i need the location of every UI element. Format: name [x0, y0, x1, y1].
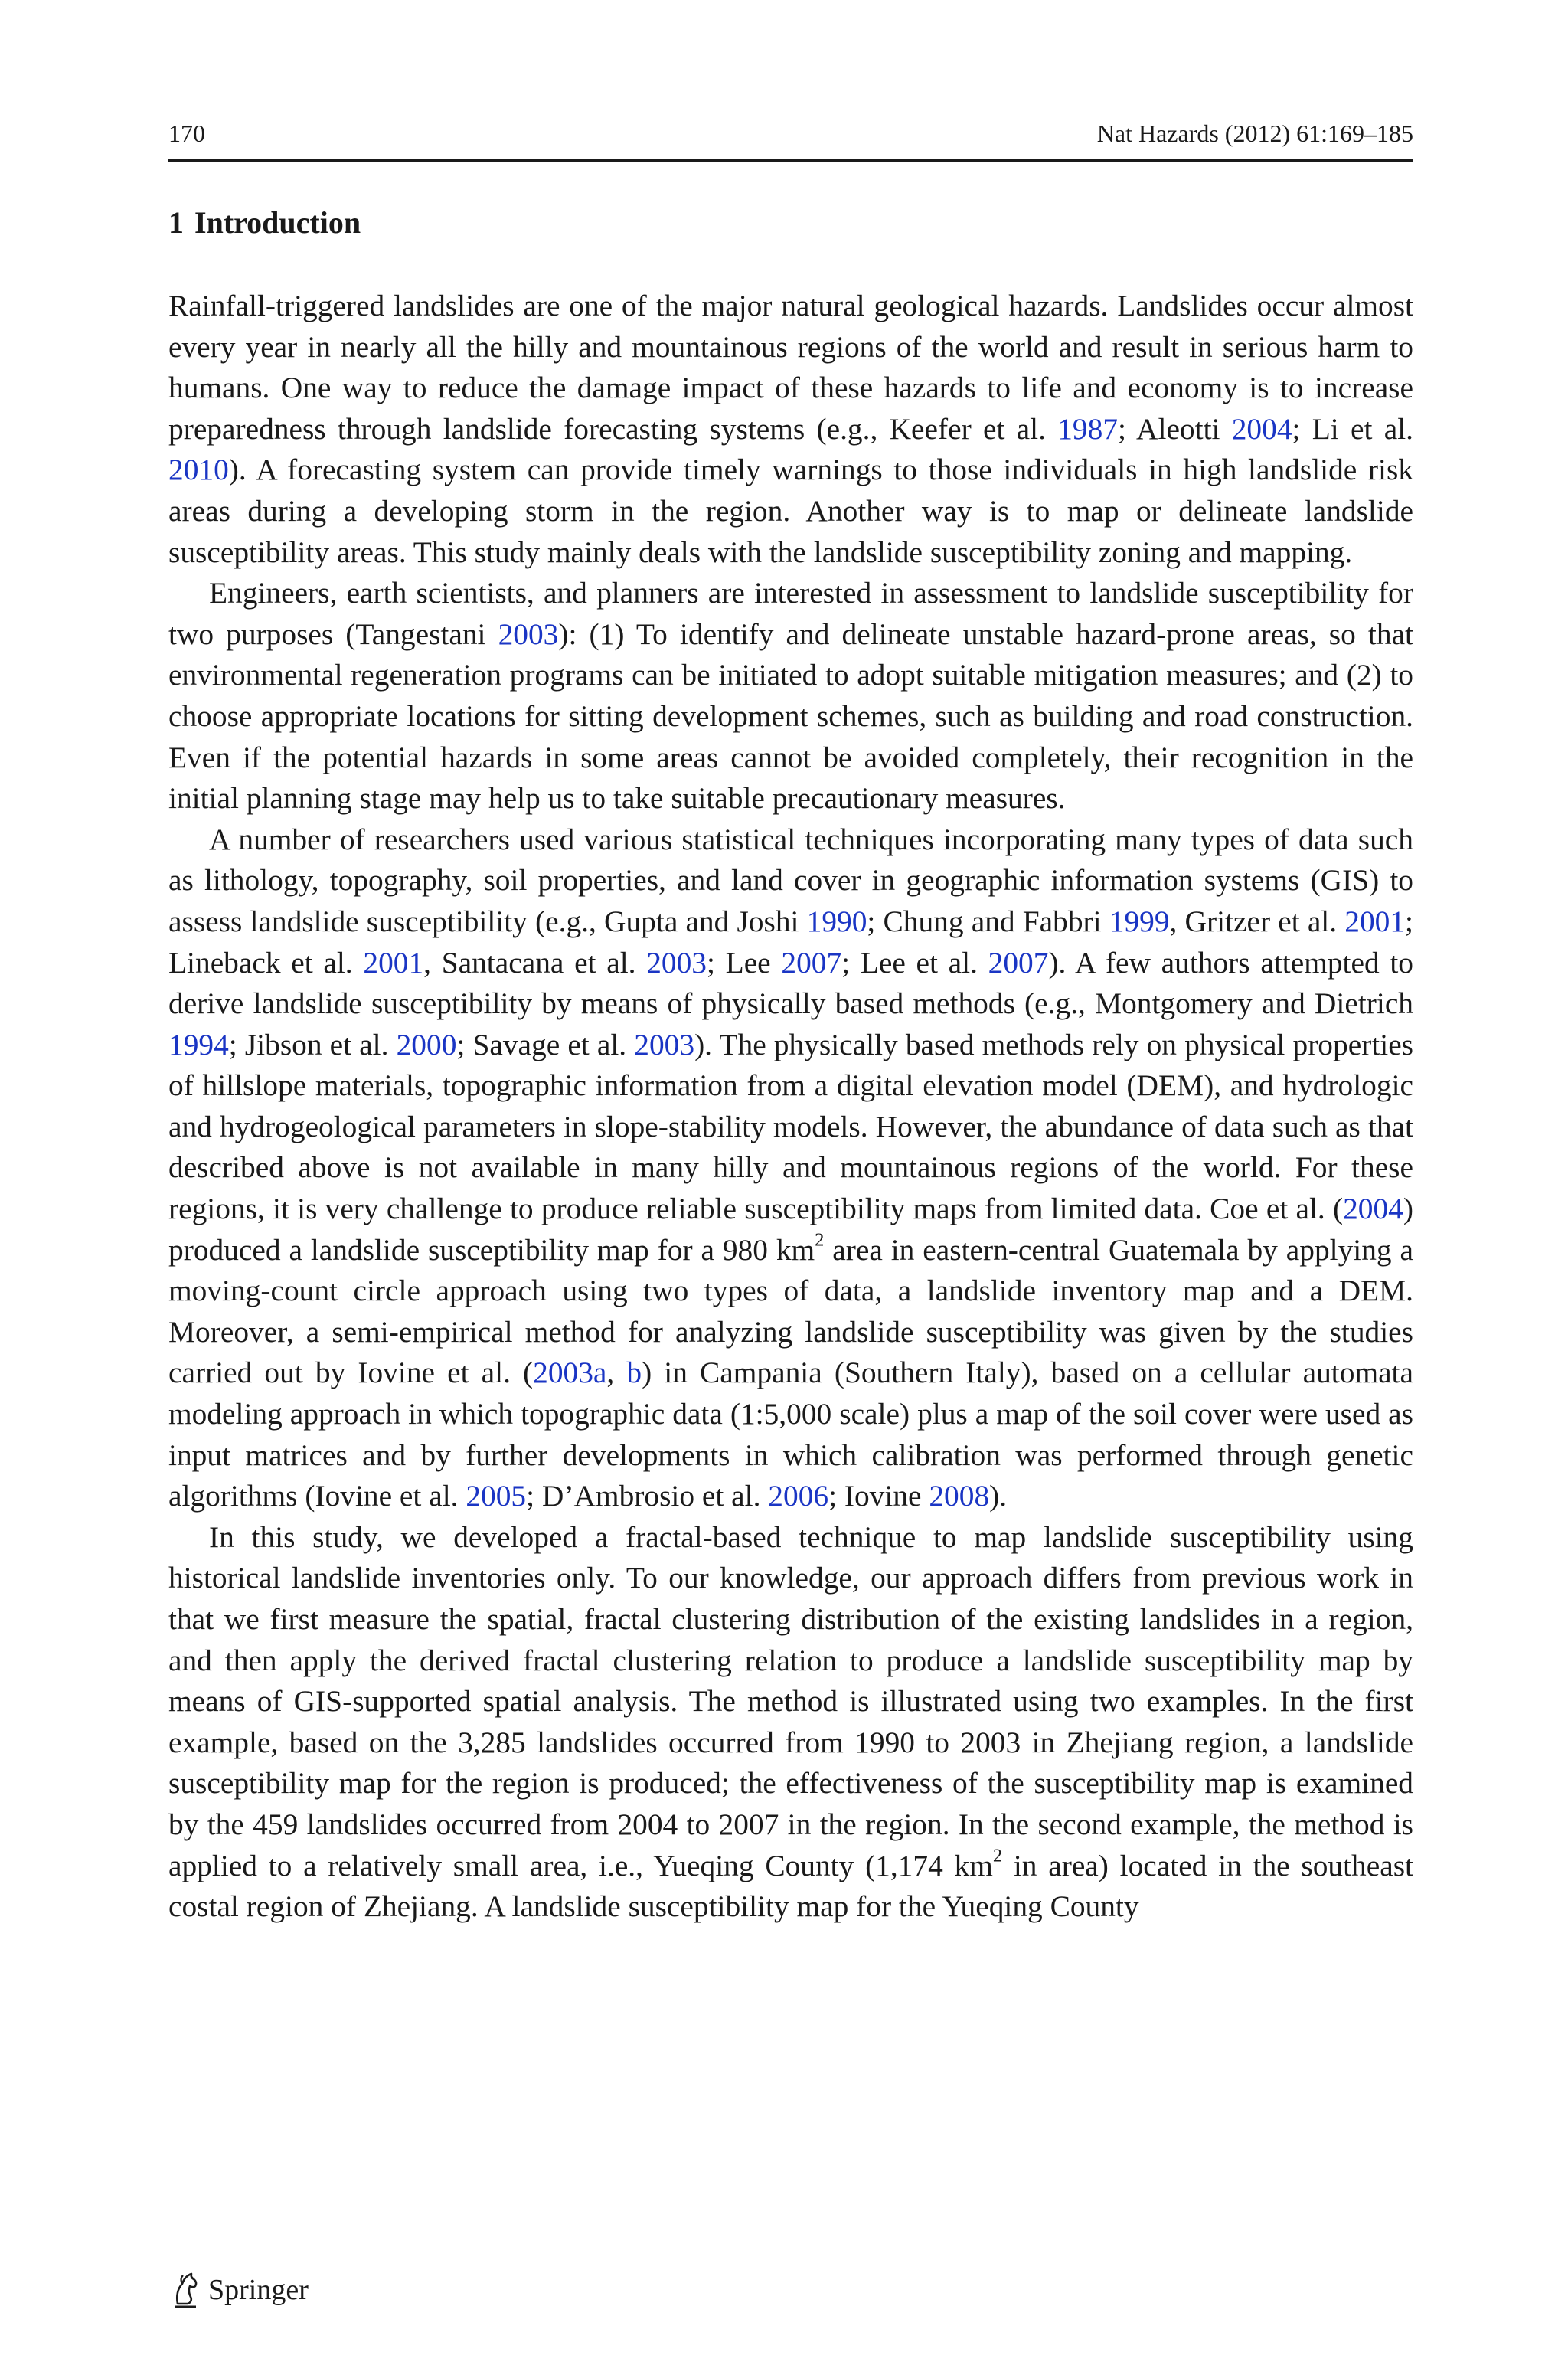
paragraph [168, 819, 1413, 1517]
text-run: ): (1) To identify and delineate unstable hazard-prone areas, so that environmental regeneration programs can be initiated to adopt suitable mitigation measures; and (2) to choose appropriate locations for sitting development schemes, such as building and road construction. Even if the potential hazards in some areas cannot be avoided completely, their recognition in the initial planning stage may help us to take suitable precautionary measures. [168, 617, 1413, 816]
text-run: Rainfall-triggered landslides are one of the major natural geological hazards. Landslides occur almost every year in nearly all the hilly and mountainous regions of the world and result in serious harm to humans. One way to reduce the damage impact of these hazards to life and economy is to increase preparedness through landslide forecasting systems (e.g., Keefer et al. [168, 289, 1413, 446]
citation-link[interactable]: 1999 [1109, 904, 1170, 938]
section-heading [168, 201, 361, 244]
citation-link[interactable]: 1994 [168, 1027, 229, 1061]
citation-link[interactable]: 2008 [929, 1479, 990, 1513]
text-run: ) in Campania (Southern Italy), based on a cellular automata modeling approach in which topographic data (1:5,000 scale) plus a map of the soil cover were used as input matrices and by further developments in which calibration was performed through genetic algorithms (Iovine et al. [168, 1356, 1413, 1513]
citation-link[interactable]: 2004 [1343, 1192, 1403, 1226]
citation-link[interactable]: 2003 [634, 1027, 695, 1061]
citation-link[interactable]: 2001 [363, 945, 424, 980]
text-run: ) produced a landslide susceptibility map for a 980 km [168, 1192, 1413, 1267]
text-run: area in eastern-central Guatemala by applying a moving-count circle approach using two types of data, a landslide inventory map and a DEM. Moreover, a semi-empirical method for analyzing landslide susceptibility was given by the studies carried out by Iovine et al. ( [168, 1232, 1413, 1390]
citation-link[interactable]: 2000 [396, 1027, 457, 1061]
text-run: ; Jibson et al. [228, 1027, 397, 1061]
text-run: ; Iovine [828, 1479, 929, 1513]
text-run: ). The physically based methods rely on physical properties of hillslope materials, topographic information from a digital elevation model (DEM), and hydrologic and hydrogeological parameters in slope-stability models. However, the abundance of data such as that described above is not available in many hilly and mountainous regions of the world. For these regions, it is very challenge to produce reliable susceptibility maps from limited data. Coe et al. ( [168, 1027, 1414, 1226]
running-header [168, 115, 1413, 152]
citation-link[interactable]: 2007 [781, 945, 842, 980]
page-number: 170 [168, 119, 205, 147]
text-run: ; Chung and Fabbri [867, 904, 1109, 938]
citation-link[interactable]: 2007 [988, 945, 1049, 980]
citation-link[interactable]: 2003 [498, 617, 559, 651]
section-number: 1 [168, 205, 184, 240]
paragraph [168, 286, 1413, 573]
text-run: ; Savage et al. [456, 1027, 635, 1061]
text-run: ; Lee et al. [841, 945, 988, 980]
section-title: Introduction [194, 205, 361, 240]
citation-link[interactable]: b [626, 1356, 642, 1390]
citation-link[interactable]: 1990 [806, 904, 867, 938]
text-run: ; D’Ambrosio et al. [526, 1479, 769, 1513]
text-run: ). A forecasting system can provide timely warnings to those individuals in high landslide risk areas during a developing storm in the region. Another way is to map or delineate landslide susceptibility areas. This study mainly deals with the landslide susceptibility zoning and mapping. [168, 453, 1413, 569]
text-run: Engineers, earth scientists, and planners are interested in assessment to landslide susceptibility for two purposes (Tangestani [168, 576, 1413, 651]
publisher-footer [168, 2267, 309, 2313]
text-run: ). A few authors attempted to derive landslide susceptibility by means of physically based methods (e.g., Montgomery and Dietrich [168, 945, 1413, 1021]
springer-horse-icon [168, 2270, 202, 2310]
text-run: ). [989, 1479, 1008, 1513]
citation-link[interactable]: 2001 [1344, 904, 1406, 938]
paragraph [168, 1517, 1413, 1928]
text-run: ; Lineback et al. [168, 904, 1413, 980]
citation-link[interactable]: 2003 [646, 945, 707, 980]
text-run: ; Lee [706, 945, 782, 980]
citation-link[interactable]: 2004 [1231, 411, 1292, 446]
body-text [168, 286, 1413, 1928]
text-run: , Santacana et al. [423, 945, 647, 980]
text-run: , [606, 1356, 627, 1390]
journal-citation: Nat Hazards (2012) 61:169–185 [1096, 119, 1413, 147]
text-run: ; Aleotti [1118, 411, 1232, 446]
paragraph [168, 573, 1413, 819]
citation-link[interactable]: 2006 [768, 1479, 829, 1513]
superscript: 2 [992, 1845, 1003, 1866]
citation-link[interactable]: 2005 [466, 1479, 527, 1513]
text-run: in area) located in the southeast costal region of Zhejiang. A landslide susceptibility map for the Yueqing County [168, 1848, 1413, 1924]
header-rule [168, 159, 1413, 162]
citation-link[interactable]: 1987 [1057, 411, 1119, 446]
text-run: In this study, we developed a fractal-based technique to map landslide susceptibility using historical landslide inventories only. To our knowledge, our approach differs from previous work in that we first measure the spatial, fractal clustering distribution of the existing landslides in a region, and then apply the derived fractal clustering relation to produce a landslide susceptibility map by means of GIS-supported spatial analysis. The method is illustrated using two examples. In the first example, based on the 3,285 landslides occurred from 1990 to 2003 in Zhejiang region, a landslide susceptibility map for the region is produced; the effectiveness of the susceptibility map is examined by the 459 landslides occurred from 2004 to 2007 in the region. In the second example, the method is applied to a relatively small area, i.e., Yueqing County (1,174 km [168, 1519, 1413, 1882]
citation-link[interactable]: 2010 [168, 453, 229, 487]
superscript: 2 [815, 1229, 825, 1251]
text-run: , Gritzer et al. [1169, 904, 1345, 938]
citation-link[interactable]: 2003a [533, 1356, 607, 1390]
text-run: ; Li et al. [1292, 411, 1413, 446]
publisher-name: Springer [208, 2274, 309, 2306]
text-run: A number of researchers used various statistical techniques incorporating many types of data such as lithology, topography, soil properties, and land cover in geographic information systems (GIS) to assess landslide susceptibility (e.g., Gupta and Joshi [168, 822, 1413, 938]
